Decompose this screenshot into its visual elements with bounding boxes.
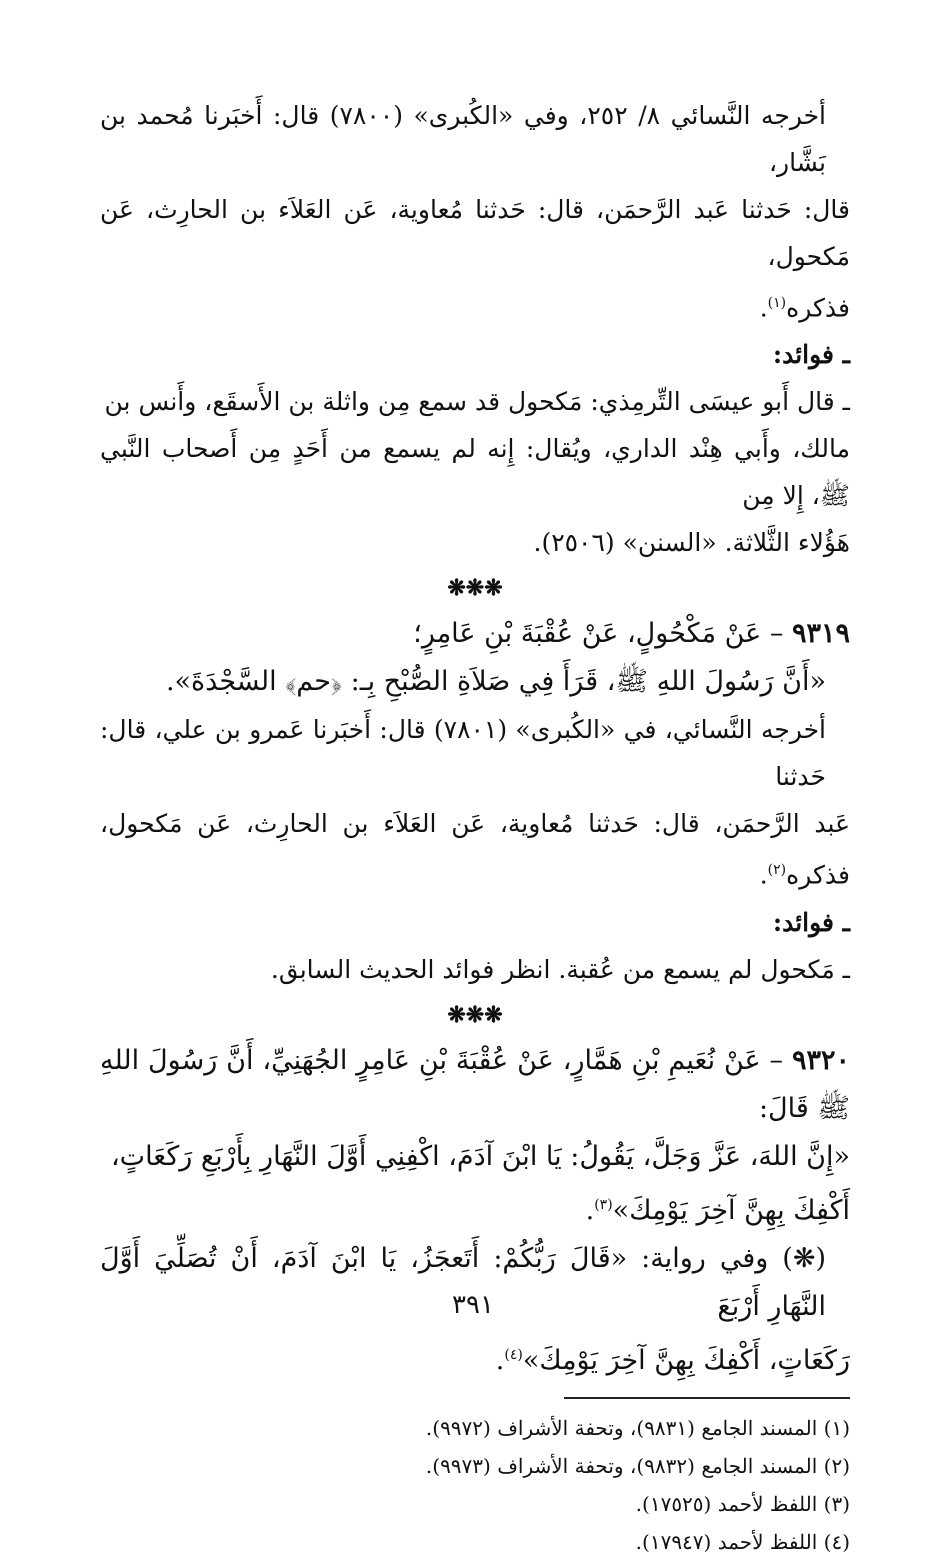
footnote: (٣) اللفظ لأحمد (١٧٥٢٥). [635, 1491, 850, 1516]
text: رَكَعَاتٍ، أَكْفِكَ بِهِنَّ آخِرَ يَوْمِكَ» [522, 1344, 850, 1376]
takhrij-line: قال: حَدثنا عَبد الرَّحمَن، قال: حَدثنا مُعاوية، عَن العَلاَء بن الحارِث، عَن مَكحول، [100, 195, 850, 271]
hadith-variant: (❋) وفي رواية: «قَالَ رَبُّكُمْ: أَتَعجَزُ، يَا ابْنَ آدَمَ، أَنْ تُصَلِّيَ أَوَّلَ النَّهَارِ أَرْبَعَ [100, 1242, 826, 1322]
text: عَبد الرَّحمَن، قال: حَدثنا مُعاوية، عَن العَلاَء بن الحارِث، عَن مَكحول، فذكره [100, 809, 850, 890]
section-separator: ❋❋❋ [447, 1001, 503, 1028]
hadith-chain [100, 610, 850, 658]
footnote-ref: (١) [767, 295, 787, 311]
footnote: (٢) المسند الجامع (٩٨٣٢)، وتحفة الأشراف (٩٩٧٣). [425, 1453, 850, 1478]
hadith-chain-text: – عَنْ مَكْحُولٍ، عَنْ عُقْبَةَ بْنِ عَامِرٍ؛ [413, 618, 784, 650]
takhrij-line: أخرجه النَّسائي ٨/ ٢٥٢، وفي «الكُبرى» (٧٨٠٠) قال: أَخبَرنا مُحمد بن بَشَّار، [100, 101, 827, 177]
hadith-text: أَكْفِكَ بِهِنَّ آخِرَ يَوْمِكَ»$^{(٣)}$. [585, 1194, 850, 1226]
footnote-ref: (٣) [594, 1196, 613, 1213]
footnote: (١) المسند الجامع (٩٨٣١)، وتحفة الأشراف (٩٩٧٢). [425, 1415, 850, 1440]
page-body [100, 92, 850, 1561]
hadith-variant: رَكَعَاتٍ، أَكْفِكَ بِهِنَّ آخِرَ يَوْمِكَ»$^{(٤)}$. [495, 1344, 850, 1376]
hadith-text: «إِنَّ اللهَ، عَزَّ وَجَلَّ، يَقُولُ: يَا ابْنَ آدَمَ، اكْفِنِي أَوَّلَ النَّهَارِ بِأَرْبَعِ رَكَعَاتٍ، [110, 1140, 850, 1172]
hadith-number: ٩٣١٩ [791, 618, 850, 650]
hadith-chain [100, 1037, 850, 1133]
footnote-ref: (٢) [767, 862, 787, 879]
benefit-line: ـ مَكحول لم يسمع من عُقبة. انظر فوائد الحديث السابق. [270, 954, 850, 984]
takhrij-line: فذكره$^{(١)}$. [759, 293, 850, 323]
section-separator: ❋❋❋ [447, 575, 503, 602]
benefit-line: ـ قال أَبو عيسَى التِّرمِذي: مَكحول قد سمع مِن واثلة بن الأَسقَع، وأَنس بن [104, 387, 850, 417]
hadith-text: «أَنَّ رَسُولَ اللهِ ﷺ، قَرَأَ فِي صَلاَةِ الصُّبْحِ بِـ: ﴿حم﴾ السَّجْدَةَ». [165, 666, 826, 698]
footnote: (٤) اللفظ لأحمد (١٧٩٤٧). [635, 1529, 850, 1554]
footnote-ref: (٤) [504, 1346, 523, 1363]
takhrij-line: أخرجه النَّسائي، في «الكُبرى» (٧٨٠١) قال: أَخبَرنا عَمرو بن علي، قال: حَدثنا [100, 715, 826, 792]
hadith-number: ٩٣٢٠ [791, 1044, 850, 1076]
text: فذكره [786, 293, 850, 323]
footnote-divider [564, 1397, 850, 1399]
benefits-heading: ـ فوائد: [772, 907, 850, 937]
hadith-chain-text: – عَنْ نُعَيمِ بْنِ هَمَّارٍ، عَنْ عُقْبَةَ بْنِ عَامِرٍ الجُهَنِيِّ، أَنَّ رَسُولَ اللهِ ﷺ قَالَ: [100, 1044, 850, 1124]
benefits-heading: ـ فوائد: [772, 340, 850, 370]
benefit-line: مالك، وأَبي هِنْد الداري، ويُقال: إِنه لم يسمع من أَحَدٍ مِن أَصحاب النَّبي ﷺ، إِلا مِن [100, 434, 850, 511]
text: أَكْفِكَ بِهِنَّ آخِرَ يَوْمِكَ» [612, 1194, 850, 1226]
takhrij-line: عَبد الرَّحمَن، قال: حَدثنا مُعاوية، عَن العَلاَء بن الحارِث، عَن مَكحول، فذكره$^{(٢)}$. [100, 809, 850, 890]
benefit-line: هَؤُلاء الثَّلاثة. «السنن» (٢٥٠٦). [533, 528, 850, 558]
page-number: ٣٩١ [452, 1290, 494, 1320]
